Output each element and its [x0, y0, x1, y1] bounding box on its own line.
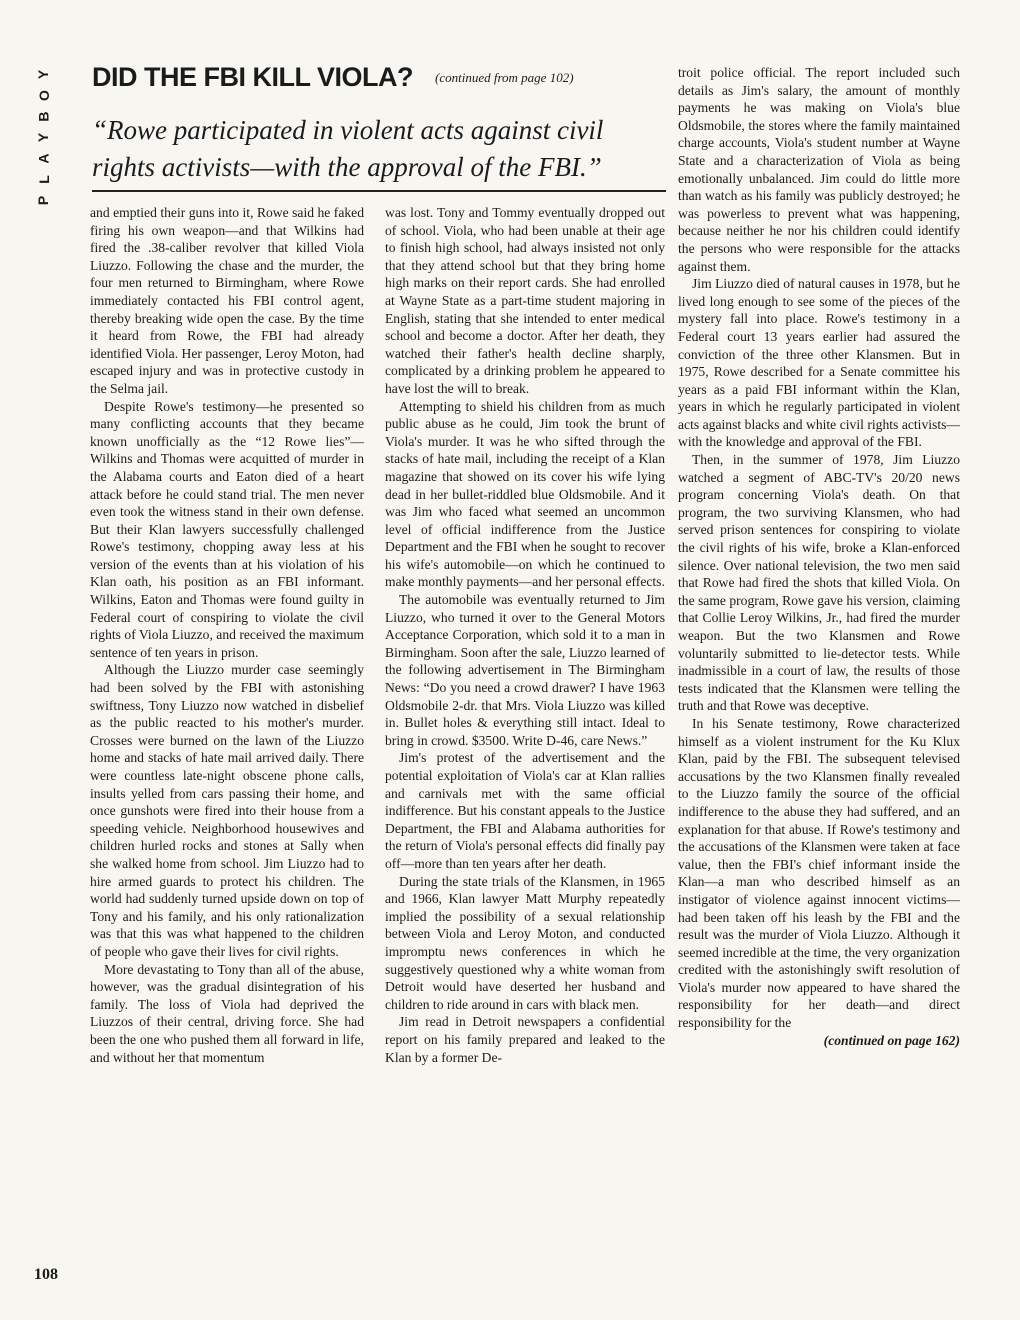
- sidebar-letter: L: [35, 175, 52, 184]
- paragraph: Attempting to shield his children from as much public abuse as he could, Jim took the brunt of Viola's murder. It was he who sifted through the stacks of hate mail, including the receipt of a Klan magazine that showed on its cover his wife lying dead in her bullet-riddled blue Oldsmobile. And it was Jim who faced what seemed an uncommon level of official indifference from the Justice Department and the FBI when he sought to recover his wife's automobile—on which he continued to make monthly payments—and her personal effects.: [385, 398, 665, 590]
- paragraph: Then, in the summer of 1978, Jim Liuzzo watched a segment of ABC-TV's 20/20 news program concerning Viola's death. On that program, the two surviving Klansmen, who had served prison sentences for conspiring to violate the civil rights of his wife, broke a Klan-enforced silence. Over national television, the two men said that Rowe had fired the shots that killed Viola. On the same program, Rowe gave his version, claiming that Collie Leroy Wilkins, Jr., had fired the murder weapon. But the two Klansmen and Rowe voluntarily submitted to lie-detector tests. While inadmissible in a court of law, the results of those tests indicated that the Klansmen were telling the truth and that Rowe was deceptive.: [678, 452, 960, 714]
- text-column-3: [678, 64, 960, 1049]
- magazine-sidebar: [34, 64, 54, 211]
- paragraph: was lost. Tony and Tommy eventually dropped out of school. Viola, who had been unable at their age to finish high school, had always insisted not only that they attend school but that they bring home high marks on their report cards. She had enrolled at Wayne State as a part-time student majoring in English, stating that she intended to enter medical school and become a doctor. After her death, they watched their father's health decline sharply, complicated by a drinking problem he appeared to have lost the will to break.: [385, 205, 665, 396]
- article-headline: [92, 62, 668, 93]
- paragraph: In his Senate testimony, Rowe characterized himself as a violent instrument for the Ku Klux Klan, paid by the FBI. The subsequent televised accusations by the two Klansmen finally revealed to the Liuzzo family the source of the official indifference to the abuse they had suffered, and an explanation for that abuse. If Rowe's testimony and the accusations of the Klansmen were taken at face value, then the FBI's chief informant inside the Klan—a man who described himself as an instigator of violence against innocent victims—had been taken off his leash by the FBI and the result was the murder of Viola Liuzzo. Although it seemed incredible at the time, the very organization credited with the astonishingly swift resolution of Viola's murder now appeared to have shared the responsibility for her death—and direct responsibility for the: [678, 715, 960, 1031]
- continued-from-note: (continued from page 102): [435, 69, 574, 85]
- paragraph: Jim read in Detroit newspapers a confidential report on his family prepared and leaked to the Klan by a former De-: [385, 1014, 665, 1065]
- paragraph: Although the Liuzzo murder case seemingly had been solved by the FBI with astonishing swiftness, Tony Liuzzo now watched in disbelief as the public reacted to his mother's murder. Crosses were burned on the lawn of the Liuzzo home and stacks of hate mail arrived daily. There were countless late-night obscene phone calls, insults yelled from cars passing their home, and once gunshots were fired into their house from a speeding vehicle. Neighborhood housewives and children hurled rocks and stones at Sally when she walked home from school. Jim Liuzzo had to hire armed guards to protect his children. The world had suddenly turned upside down on top of Tony and his family, and his only rationalization was that this was what happened to the children of people who gave their lives for civil rights.: [90, 662, 364, 959]
- page-number: 108: [34, 1266, 58, 1283]
- paragraph: Jim Liuzzo died of natural causes in 1978, but he lived long enough to see some of the pieces of the mystery fall into place. Rowe's testimony in a Federal court 13 years earlier had assured the conviction of the three other Klansmen. But in 1975, Rowe described for a Senate committee his years as a paid FBI informant within the Klan, years in which he regularly participated in violent acts against blacks and white civil rights activists—with the knowledge and approval of the FBI.: [678, 276, 960, 450]
- sidebar-letter: Y: [35, 132, 52, 143]
- paragraph: More devastating to Tony than all of the abuse, however, was the gradual disintegration of his family. The loss of Viola had deprived the Liuzzos of their central, driving force. She had been the one who pushed them all forward in life, and without her that momentum: [90, 961, 364, 1065]
- text-column-1: [90, 204, 364, 1066]
- paragraph: troit police official. The report included such details as Jim's salary, the amount of monthly payments he was making on Viola's blue Oldsmobile, the stores where the family maintained charge accounts, Viola's student number at Wayne State and a characterization of Viola as being emotionally unbalanced. Jim could do little more than watch as his family was publicly destroyed; he was powerless to prevent what was happening, because neither he nor his children could identify the persons who were responsible for the attacks against them.: [678, 65, 960, 274]
- headline-title: DID THE FBI KILL VIOLA?: [92, 62, 413, 92]
- sidebar-letter: O: [35, 90, 52, 101]
- continued-on-note: (continued on page 162): [823, 1032, 960, 1048]
- text-column-2: [385, 204, 665, 1066]
- sidebar-letter: A: [35, 153, 52, 164]
- pull-quote: “Rowe participated in violent acts against civil rights activists—with the approval of the FBI.”: [92, 115, 604, 182]
- sidebar-letter: B: [35, 111, 52, 122]
- headline-divider: [92, 190, 666, 192]
- paragraph: The automobile was eventually returned to Jim Liuzzo, who turned it over to the General Motors Acceptance Corporation, which sold it to a man in Birmingham. Soon after the sale, Liuzzo learned of the following advertisement in The Birmingham News: “Do you need a crowd drawer? I have 1963 Oldsmobile 2-dr. that Mrs. Viola Liuzzo was killed in. Bullet holes & everything still intact. Ideal to bring in crowd. $3500. Write D-46, care News.”: [385, 592, 665, 748]
- sidebar-letter: Y: [35, 69, 52, 80]
- paragraph: Despite Rowe's testimony—he presented so many conflicting accounts that they became known unofficially as the “12 Rowe lies”—Wilkins and Thomas were acquitted of murder in the Alabama courts and Eaton died of a heart attack before he could stand trial. The men never even took the witness stand in their own defense. But their Klan lawyers successfully challenged Rowe's testimony, chopping away less at his version of the events than at his violation of his Klan oath, his position as an FBI informant. Wilkins, Eaton and Thomas were found guilty in Federal court of conspiring to violate the civil rights of Viola Liuzzo, and received the maximum sentence of ten years in prison.: [90, 398, 364, 660]
- paragraph: and emptied their guns into it, Rowe said he faked firing his own weapon—and that Wilkins had fired the .38-caliber revolver that killed Viola Liuzzo. Following the chase and the murder, the four men returned to Birmingham, where Rowe immediately contacted his FBI control agent, thereby breaking wide open the case. By the time it heard from Rowe, the FBI had already identified Viola. Her passenger, Leroy Moton, had escaped injury and was in protective custody in the Selma jail.: [90, 205, 364, 396]
- sidebar-letter: P: [35, 195, 52, 206]
- paragraph: Jim's protest of the advertisement and the potential exploitation of Viola's car at Klan rallies and carnivals met with the same official indifference. But his constant appeals to the Justice Department, the FBI and Alabama authorities for the return of Viola's personal effects did finally pay off—more than ten years after her death.: [385, 750, 665, 871]
- paragraph: During the state trials of the Klansmen, in 1965 and 1966, Klan lawyer Matt Murphy repeatedly implied the possibility of a sexual relationship between Viola and Leroy Moton, and conducted impromptu news conferences in which he suggestively questioned why a white woman from Detroit would have deserted her husband and children to ride around in cars with black men.: [385, 873, 665, 1012]
